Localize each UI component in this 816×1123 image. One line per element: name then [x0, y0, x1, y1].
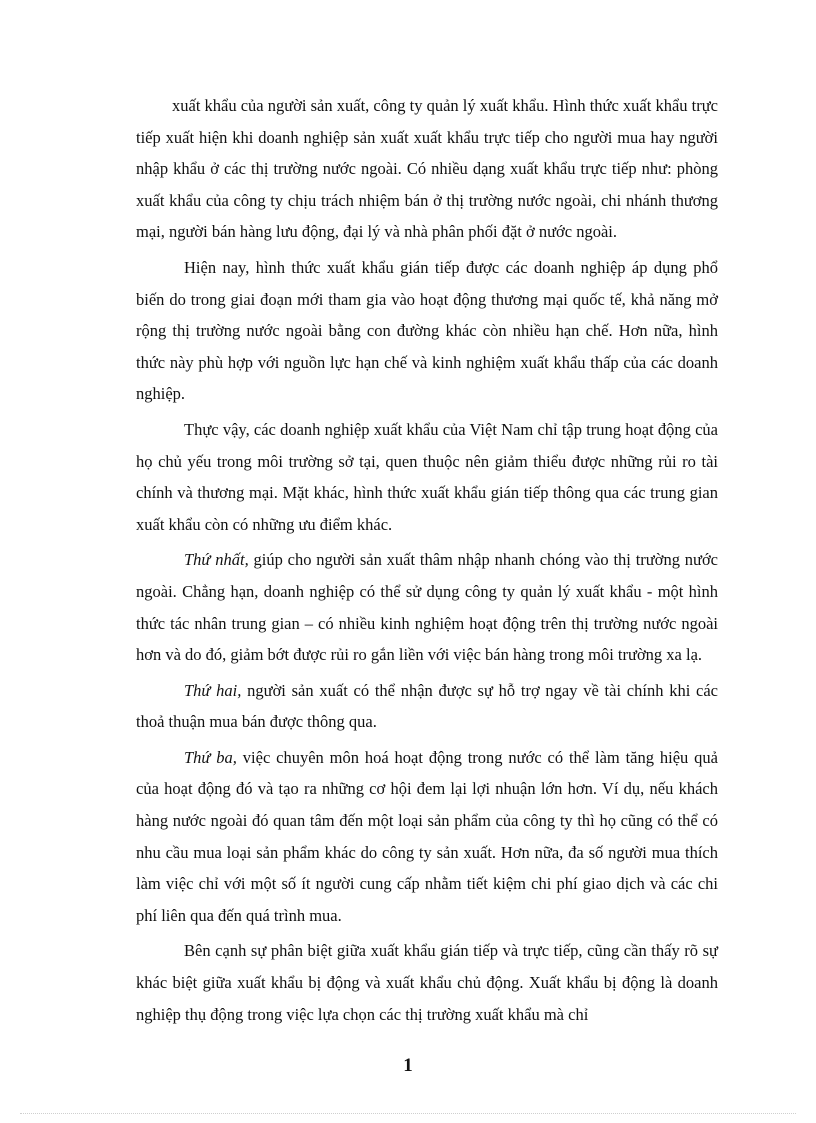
paragraph-2: Hiện nay, hình thức xuất khẩu gián tiếp được các doanh nghiệp áp dụng phổ biến do trong giai đoạn mới tham gia vào hoạt động thương mại quốc tế, khả năng mở rộng thị trường nước ngoài bằng con đường khác còn nhiều hạn chế. Hơn nữa, hình thức này phù hợp với nguồn lực hạn chế và kinh nghiệm xuất khẩu thấp của các doanh nghiệp. [136, 257, 718, 404]
paragraph-6-lead: Thứ ba, [184, 747, 237, 767]
paragraph-4 [136, 544, 718, 670]
page-bottom-divider [20, 1113, 796, 1114]
paragraph-4-lead: Thứ nhất, [184, 550, 249, 570]
paragraph-3: Thực vậy, các doanh nghiệp xuất khẩu của Việt Nam chỉ tập trung hoạt động của họ chủ yếu trong môi trường sở tại, quen thuộc nên giảm thiểu được những rủi ro tài chính và thương mại. Mặt khác, hình thức xuất khẩu gián tiếp thông qua các trung gian xuất khẩu còn có những ưu điểm khác. [136, 419, 718, 534]
paragraph-4-text: giúp cho người sản xuất thâm nhập nhanh chóng vào thị trường nước ngoài. Chẳng hạn, doanh nghiệp có thể sử dụng công ty quản lý xuất khẩu - một hình thức tác nhân trung gian – có nhiều kinh nghiệm hoạt động trên thị trường nước ngoài hơn và do đó, giảm bớt được rủi ro gắn liền với việc bán hàng trong môi trường xa lạ. [136, 550, 718, 665]
paragraph-7: Bên cạnh sự phân biệt giữa xuất khẩu gián tiếp và trực tiếp, cũng cần thấy rõ sự khác biệt giữa xuất khẩu bị động và xuất khẩu chủ động. Xuất khẩu bị động là doanh nghiệp thụ động trong việc lựa chọn các thị trường xuất khẩu mà chỉ [136, 941, 718, 1024]
paragraph-6 [136, 742, 718, 932]
paragraph-6-text: việc chuyên môn hoá hoạt động trong nước có thể làm tăng hiệu quả của hoạt động đó và tạo ra những cơ hội đem lại lợi nhuận lớn hơn. Ví dụ, nếu khách hàng nước ngoài đó quan tâm đến một loại sản phẩm của công ty thì họ cũng có thể có nhu cầu mua loại sản phẩm khác do công ty sản xuất. Hơn nữa, đa số người mua thích làm việc chỉ với một số ít người cung cấp nhằm tiết kiệm chi phí giao dịch và các chi phí liên qua đến quá trình mua. [136, 747, 718, 925]
paragraph-5-lead: Thứ hai, [184, 680, 242, 700]
document-body [136, 90, 718, 1034]
paragraph-5-text: người sản xuất có thể nhận được sự hỗ trợ ngay về tài chính khi các thoả thuận mua bán được thông qua. [136, 680, 718, 732]
paragraph-5 [136, 675, 718, 738]
paragraph-1: xuất khẩu của người sản xuất, công ty quản lý xuất khẩu. Hình thức xuất khẩu trực tiếp xuất hiện khi doanh nghiệp sản xuất xuất khẩu trực tiếp cho người mua hay người nhập khẩu ở các thị trường nước ngoài. Có nhiều dạng xuất khẩu trực tiếp như: phòng xuất khẩu của công ty chịu trách nhiệm bán ở thị trường nước ngoài, chi nhánh thương mại, người bán hàng lưu động, đại lý và nhà phân phối đặt ở nước ngoài. [136, 96, 719, 242]
page-number: 1 [403, 1055, 413, 1076]
